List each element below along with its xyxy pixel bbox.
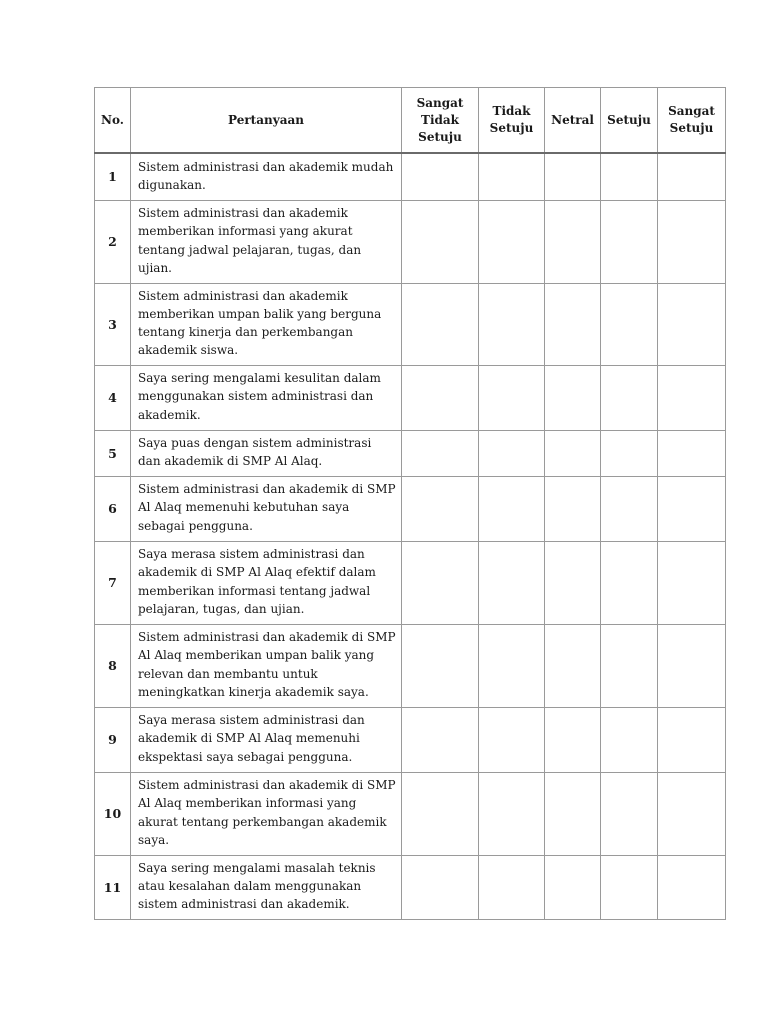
answer-cell-neutral[interactable]	[545, 283, 601, 365]
header-option-neutral: Netral	[545, 88, 601, 154]
answer-cell-disagree[interactable]	[479, 624, 545, 707]
answer-cell-strongly-agree[interactable]	[658, 772, 726, 855]
answer-cell-agree[interactable]	[601, 855, 658, 919]
row-number: 8	[95, 624, 131, 707]
answer-cell-strongly-disagree[interactable]	[402, 772, 479, 855]
question-text: Saya sering mengalami masalah teknis atau kesalahan dalam menggunakan sistem administrasi dan akademik.	[131, 855, 402, 919]
answer-cell-strongly-agree[interactable]	[658, 430, 726, 476]
answer-cell-strongly-disagree[interactable]	[402, 430, 479, 476]
answer-cell-agree[interactable]	[601, 200, 658, 283]
table-row	[95, 476, 726, 541]
answer-cell-neutral[interactable]	[545, 430, 601, 476]
header-option-strongly-agree: Sangat Setuju	[658, 88, 726, 154]
question-text: Sistem administrasi dan akademik memberikan informasi yang akurat tentang jadwal pelajaran, tugas, dan ujian.	[131, 200, 402, 283]
answer-cell-neutral[interactable]	[545, 772, 601, 855]
question-text: Sistem administrasi dan akademik di SMP Al Alaq memberikan informasi yang akurat tentang perkembangan akademik saya.	[131, 772, 402, 855]
answer-cell-strongly-agree[interactable]	[658, 365, 726, 430]
answer-cell-disagree[interactable]	[479, 153, 545, 200]
header-question: Pertanyaan	[131, 88, 402, 154]
question-text: Saya merasa sistem administrasi dan akademik di SMP Al Alaq efektif dalam memberikan informasi tentang jadwal pelajaran, tugas, dan ujian.	[131, 541, 402, 624]
answer-cell-disagree[interactable]	[479, 200, 545, 283]
answer-cell-strongly-disagree[interactable]	[402, 476, 479, 541]
answer-cell-strongly-disagree[interactable]	[402, 855, 479, 919]
table-row	[95, 772, 726, 855]
question-text: Sistem administrasi dan akademik di SMP Al Alaq memenuhi kebutuhan saya sebagai pengguna.	[131, 476, 402, 541]
row-number: 2	[95, 200, 131, 283]
table-row	[95, 541, 726, 624]
row-number: 6	[95, 476, 131, 541]
answer-cell-strongly-agree[interactable]	[658, 153, 726, 200]
answer-cell-disagree[interactable]	[479, 365, 545, 430]
table-row	[95, 855, 726, 919]
answer-cell-disagree[interactable]	[479, 772, 545, 855]
answer-cell-strongly-disagree[interactable]	[402, 200, 479, 283]
header-option-disagree: Tidak Setuju	[479, 88, 545, 154]
answer-cell-agree[interactable]	[601, 541, 658, 624]
question-text: Sistem administrasi dan akademik di SMP Al Alaq memberikan umpan balik yang relevan dan membantu untuk meningkatkan kinerja akademik saya.	[131, 624, 402, 707]
answer-cell-strongly-disagree[interactable]	[402, 365, 479, 430]
answer-cell-strongly-agree[interactable]	[658, 283, 726, 365]
question-text: Sistem administrasi dan akademik memberikan umpan balik yang berguna tentang kinerja dan perkembangan akademik siswa.	[131, 283, 402, 365]
question-text: Sistem administrasi dan akademik mudah digunakan.	[131, 153, 402, 200]
answer-cell-strongly-disagree[interactable]	[402, 707, 479, 772]
table-row	[95, 200, 726, 283]
answer-cell-neutral[interactable]	[545, 365, 601, 430]
table-row	[95, 430, 726, 476]
header-no: No.	[95, 88, 131, 154]
row-number: 1	[95, 153, 131, 200]
answer-cell-strongly-disagree[interactable]	[402, 541, 479, 624]
question-text: Saya merasa sistem administrasi dan akademik di SMP Al Alaq memenuhi ekspektasi saya sebagai pengguna.	[131, 707, 402, 772]
table-row	[95, 365, 726, 430]
row-number: 10	[95, 772, 131, 855]
row-number: 9	[95, 707, 131, 772]
question-text: Saya puas dengan sistem administrasi dan akademik di SMP Al Alaq.	[131, 430, 402, 476]
answer-cell-strongly-agree[interactable]	[658, 707, 726, 772]
answer-cell-agree[interactable]	[601, 772, 658, 855]
answer-cell-agree[interactable]	[601, 430, 658, 476]
table-row	[95, 153, 726, 200]
answer-cell-agree[interactable]	[601, 476, 658, 541]
answer-cell-agree[interactable]	[601, 624, 658, 707]
answer-cell-strongly-agree[interactable]	[658, 624, 726, 707]
answer-cell-strongly-agree[interactable]	[658, 476, 726, 541]
table-row	[95, 624, 726, 707]
questionnaire-table	[94, 87, 726, 920]
table-row	[95, 283, 726, 365]
answer-cell-strongly-disagree[interactable]	[402, 624, 479, 707]
answer-cell-neutral[interactable]	[545, 707, 601, 772]
answer-cell-disagree[interactable]	[479, 541, 545, 624]
row-number: 5	[95, 430, 131, 476]
row-number: 7	[95, 541, 131, 624]
question-text: Saya sering mengalami kesulitan dalam menggunakan sistem administrasi dan akademik.	[131, 365, 402, 430]
row-number: 11	[95, 855, 131, 919]
table-row	[95, 707, 726, 772]
answer-cell-neutral[interactable]	[545, 541, 601, 624]
header-option-strongly-disagree: Sangat Tidak Setuju	[402, 88, 479, 154]
header-option-agree: Setuju	[601, 88, 658, 154]
answer-cell-neutral[interactable]	[545, 200, 601, 283]
answer-cell-strongly-disagree[interactable]	[402, 283, 479, 365]
answer-cell-agree[interactable]	[601, 153, 658, 200]
row-number: 3	[95, 283, 131, 365]
answer-cell-agree[interactable]	[601, 283, 658, 365]
answer-cell-neutral[interactable]	[545, 476, 601, 541]
answer-cell-disagree[interactable]	[479, 476, 545, 541]
answer-cell-disagree[interactable]	[479, 855, 545, 919]
answer-cell-disagree[interactable]	[479, 430, 545, 476]
table-body	[95, 153, 726, 919]
table-header-row	[95, 88, 726, 154]
answer-cell-strongly-disagree[interactable]	[402, 153, 479, 200]
answer-cell-agree[interactable]	[601, 707, 658, 772]
answer-cell-neutral[interactable]	[545, 624, 601, 707]
answer-cell-disagree[interactable]	[479, 707, 545, 772]
answer-cell-neutral[interactable]	[545, 855, 601, 919]
answer-cell-neutral[interactable]	[545, 153, 601, 200]
answer-cell-strongly-agree[interactable]	[658, 855, 726, 919]
answer-cell-disagree[interactable]	[479, 283, 545, 365]
answer-cell-strongly-agree[interactable]	[658, 541, 726, 624]
row-number: 4	[95, 365, 131, 430]
answer-cell-strongly-agree[interactable]	[658, 200, 726, 283]
answer-cell-agree[interactable]	[601, 365, 658, 430]
